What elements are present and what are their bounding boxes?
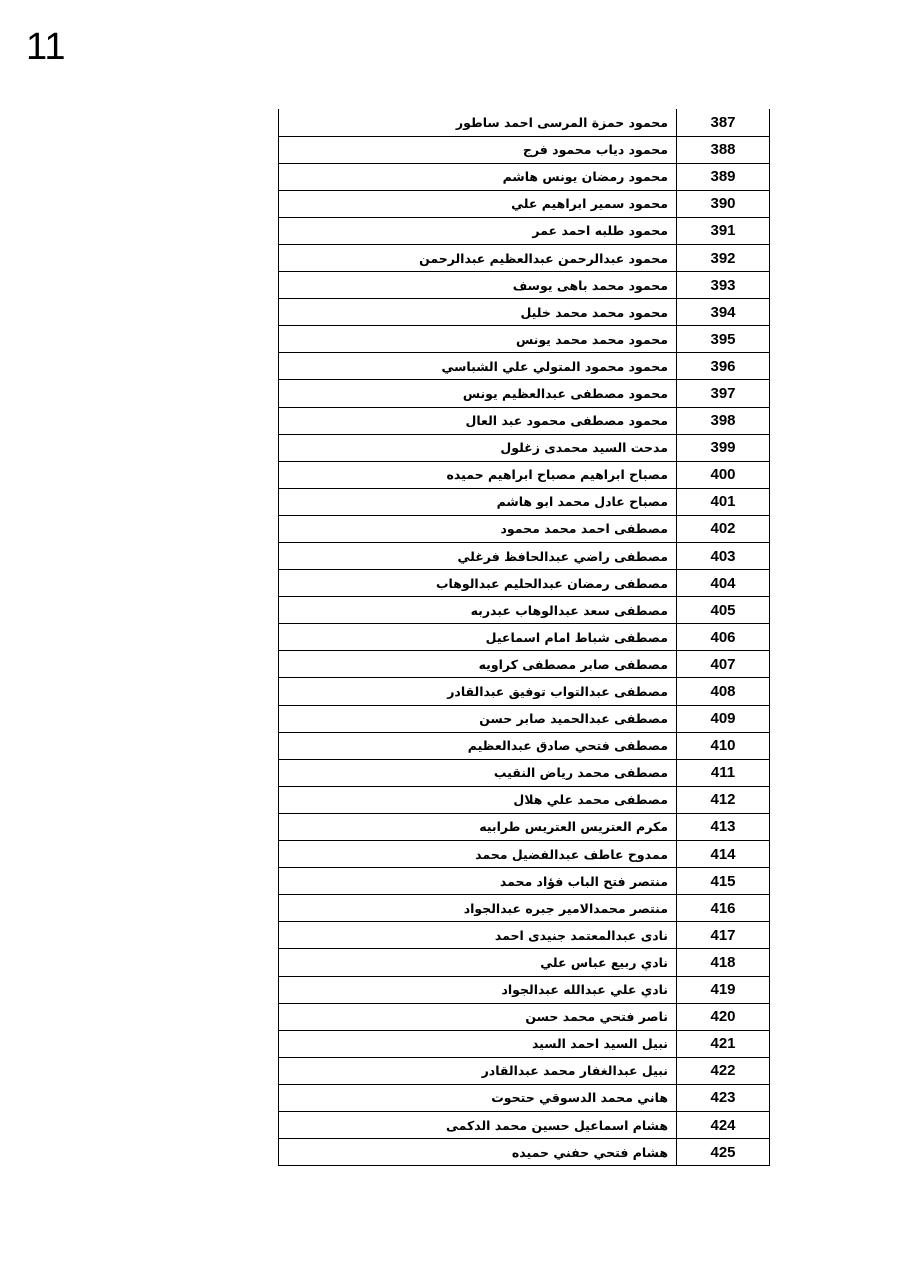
row-number-cell: 405 xyxy=(677,597,770,624)
row-number-cell: 423 xyxy=(677,1084,770,1111)
table-row xyxy=(279,272,770,299)
row-number-cell: 394 xyxy=(677,299,770,326)
row-number-cell: 416 xyxy=(677,895,770,922)
row-number-cell: 407 xyxy=(677,651,770,678)
table-row xyxy=(279,949,770,976)
table-row xyxy=(279,299,770,326)
table-row xyxy=(279,678,770,705)
person-name-cell: مصطفى عبدالحميد صابر حسن xyxy=(279,705,677,732)
person-name-cell: ممدوح عاطف عبدالفضيل محمد xyxy=(279,841,677,868)
person-name-cell: محمود عبدالرحمن عبدالعظيم عبدالرحمن xyxy=(279,244,677,271)
table-row xyxy=(279,976,770,1003)
person-name-cell: مصطفى صابر مصطفى كراويه xyxy=(279,651,677,678)
person-name-cell: هاني محمد الدسوقي حتحوت xyxy=(279,1084,677,1111)
person-name-cell: مدحت السيد محمدى زغلول xyxy=(279,434,677,461)
table-row xyxy=(279,136,770,163)
row-number-cell: 419 xyxy=(677,976,770,1003)
table-row xyxy=(279,244,770,271)
row-number-cell: 401 xyxy=(677,488,770,515)
row-number-cell: 412 xyxy=(677,786,770,813)
table-row xyxy=(279,624,770,651)
table-row xyxy=(279,759,770,786)
row-number-cell: 402 xyxy=(677,515,770,542)
row-number-cell: 399 xyxy=(677,434,770,461)
table-row xyxy=(279,407,770,434)
table-row xyxy=(279,543,770,570)
table-row xyxy=(279,353,770,380)
table-row xyxy=(279,841,770,868)
person-name-cell: محمود طلبه احمد عمر xyxy=(279,217,677,244)
person-name-cell: محمود حمزة المرسى احمد ساطور xyxy=(279,109,677,136)
table-row xyxy=(279,1084,770,1111)
person-name-cell: محمود دياب محمود فرج xyxy=(279,136,677,163)
person-name-cell: هشام فتحي حفني حميده xyxy=(279,1139,677,1166)
person-name-cell: محمود محمد محمد خليل xyxy=(279,299,677,326)
row-number-cell: 404 xyxy=(677,570,770,597)
row-number-cell: 391 xyxy=(677,217,770,244)
row-number-cell: 418 xyxy=(677,949,770,976)
table-row xyxy=(279,163,770,190)
person-name-cell: محمود مصطفى محمود عبد العال xyxy=(279,407,677,434)
person-name-cell: مصطفى احمد محمد محمود xyxy=(279,515,677,542)
row-number-cell: 400 xyxy=(677,461,770,488)
row-number-cell: 415 xyxy=(677,868,770,895)
table-row xyxy=(279,488,770,515)
person-name-cell: مصطفى محمد علي هلال xyxy=(279,786,677,813)
row-number-cell: 396 xyxy=(677,353,770,380)
table-row xyxy=(279,1139,770,1166)
person-name-cell: ناصر فتحي محمد حسن xyxy=(279,1003,677,1030)
row-number-cell: 395 xyxy=(677,326,770,353)
row-number-cell: 388 xyxy=(677,136,770,163)
person-name-cell: مكرم العتريس العتريس طرابيه xyxy=(279,813,677,840)
person-name-cell: مصطفى عبدالتواب توفيق عبدالقادر xyxy=(279,678,677,705)
person-name-cell: محمود محمود المتولي علي الشباسي xyxy=(279,353,677,380)
row-number-cell: 417 xyxy=(677,922,770,949)
person-name-cell: نبيل عبدالغفار محمد عبدالقادر xyxy=(279,1057,677,1084)
row-number-cell: 413 xyxy=(677,813,770,840)
table-row xyxy=(279,109,770,136)
person-name-cell: محمود مصطفى عبدالعظيم يونس xyxy=(279,380,677,407)
person-name-cell: مصطفى شباط امام اسماعيل xyxy=(279,624,677,651)
person-name-cell: هشام اسماعيل حسين محمد الدكمى xyxy=(279,1111,677,1138)
table-row xyxy=(279,190,770,217)
row-number-cell: 425 xyxy=(677,1139,770,1166)
table-row xyxy=(279,651,770,678)
row-number-cell: 408 xyxy=(677,678,770,705)
table-row xyxy=(279,1057,770,1084)
person-name-cell: منتصر فتح الباب فؤاد محمد xyxy=(279,868,677,895)
person-name-cell: نادي علي عبدالله عبدالجواد xyxy=(279,976,677,1003)
table-row xyxy=(279,1111,770,1138)
person-name-cell: نادى عبدالمعتمد جنيدى احمد xyxy=(279,922,677,949)
row-number-cell: 420 xyxy=(677,1003,770,1030)
person-name-cell: مصطفى رمضان عبدالحليم عبدالوهاب xyxy=(279,570,677,597)
table-row xyxy=(279,813,770,840)
table-row xyxy=(279,732,770,759)
table-row xyxy=(279,326,770,353)
row-number-cell: 397 xyxy=(677,380,770,407)
table-row xyxy=(279,868,770,895)
row-number-cell: 392 xyxy=(677,244,770,271)
table-row xyxy=(279,217,770,244)
names-table-body xyxy=(279,109,770,1166)
row-number-cell: 410 xyxy=(677,732,770,759)
table-row xyxy=(279,461,770,488)
row-number-cell: 389 xyxy=(677,163,770,190)
table-row xyxy=(279,570,770,597)
person-name-cell: مصطفى سعد عبدالوهاب عبدربه xyxy=(279,597,677,624)
table-row xyxy=(279,895,770,922)
person-name-cell: محمود سمير ابراهيم علي xyxy=(279,190,677,217)
page-number: 11 xyxy=(26,26,66,68)
row-number-cell: 421 xyxy=(677,1030,770,1057)
table-row xyxy=(279,1003,770,1030)
row-number-cell: 414 xyxy=(677,841,770,868)
row-number-cell: 398 xyxy=(677,407,770,434)
person-name-cell: محمود محمد باهى يوسف xyxy=(279,272,677,299)
person-name-cell: مصطفى راضي عبدالحافظ فرغلي xyxy=(279,543,677,570)
table-row xyxy=(279,597,770,624)
table-row xyxy=(279,1030,770,1057)
person-name-cell: نادي ربيع عباس علي xyxy=(279,949,677,976)
person-name-cell: مصباح عادل محمد ابو هاشم xyxy=(279,488,677,515)
row-number-cell: 403 xyxy=(677,543,770,570)
person-name-cell: مصطفى محمد رياض النقيب xyxy=(279,759,677,786)
table-row xyxy=(279,380,770,407)
person-name-cell: محمود رمضان يونس هاشم xyxy=(279,163,677,190)
table-row xyxy=(279,705,770,732)
row-number-cell: 406 xyxy=(677,624,770,651)
table-row xyxy=(279,434,770,461)
person-name-cell: منتصر محمدالامير جبره عبدالجواد xyxy=(279,895,677,922)
row-number-cell: 390 xyxy=(677,190,770,217)
row-number-cell: 387 xyxy=(677,109,770,136)
row-number-cell: 422 xyxy=(677,1057,770,1084)
names-table xyxy=(278,109,770,1166)
row-number-cell: 424 xyxy=(677,1111,770,1138)
table-row xyxy=(279,786,770,813)
row-number-cell: 409 xyxy=(677,705,770,732)
table-row xyxy=(279,515,770,542)
person-name-cell: نبيل السيد احمد السيد xyxy=(279,1030,677,1057)
person-name-cell: مصطفى فتحي صادق عبدالعظيم xyxy=(279,732,677,759)
table-row xyxy=(279,922,770,949)
person-name-cell: محمود محمد محمد يونس xyxy=(279,326,677,353)
row-number-cell: 411 xyxy=(677,759,770,786)
row-number-cell: 393 xyxy=(677,272,770,299)
person-name-cell: مصباح ابراهيم مصباح ابراهيم حميده xyxy=(279,461,677,488)
